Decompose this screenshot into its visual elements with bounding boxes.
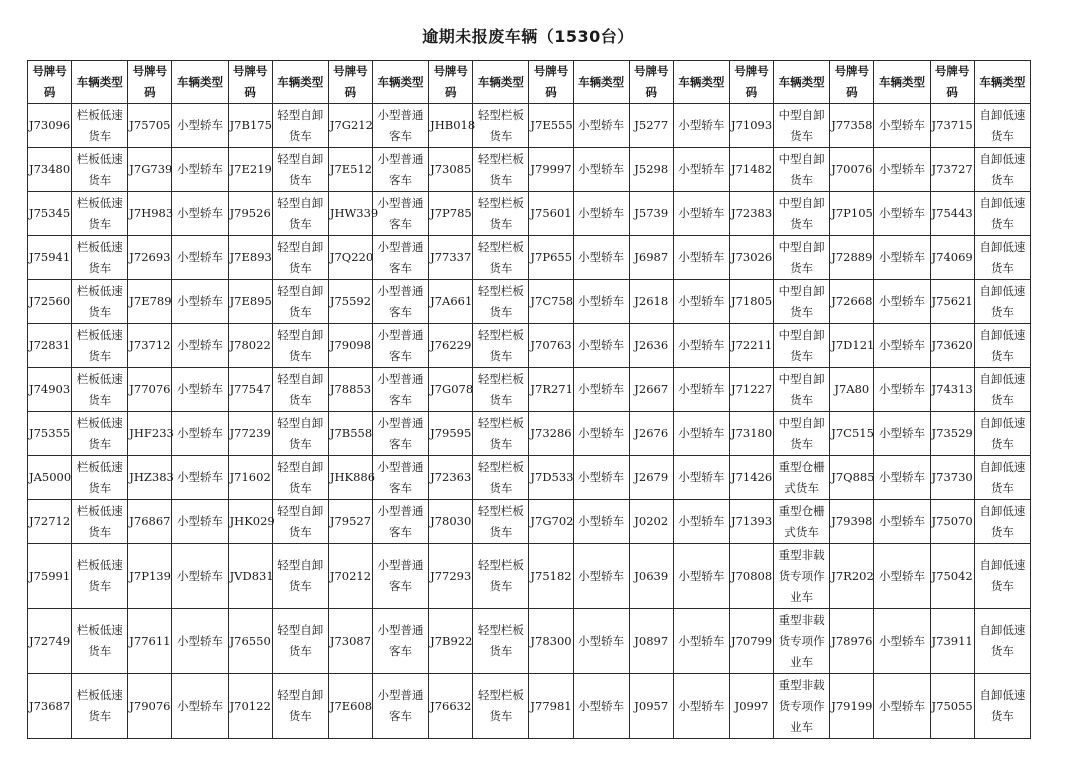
plate-number-cell: J73085 xyxy=(429,148,473,192)
plate-number-cell: J73712 xyxy=(128,324,172,368)
plate-number-cell: J7G702 xyxy=(529,500,573,544)
vehicle-type-cell: 小型轿车 xyxy=(673,368,729,412)
plate-number-cell: J74069 xyxy=(930,236,974,280)
plate-number-cell: J71805 xyxy=(729,280,773,324)
table-row xyxy=(28,412,1031,456)
column-header-vehicle-type: 车辆类型 xyxy=(774,61,830,104)
table-row xyxy=(28,192,1031,236)
vehicle-type-cell: 小型普通客车 xyxy=(372,148,428,192)
vehicle-type-cell: 自卸低速货车 xyxy=(974,324,1030,368)
plate-number-cell: J78030 xyxy=(429,500,473,544)
plate-number-cell: J7A80 xyxy=(830,368,874,412)
plate-number-cell: J2679 xyxy=(629,456,673,500)
vehicle-type-cell: 中型自卸货车 xyxy=(774,368,830,412)
vehicle-type-cell: 小型轿车 xyxy=(573,368,629,412)
plate-number-cell: J71602 xyxy=(228,456,272,500)
vehicle-type-cell: 栏板低速货车 xyxy=(72,104,128,148)
vehicle-type-cell: 重型仓栅式货车 xyxy=(774,500,830,544)
plate-number-cell: J79526 xyxy=(228,192,272,236)
vehicle-type-cell: 小型轿车 xyxy=(673,456,729,500)
plate-number-cell: JA5000 xyxy=(28,456,72,500)
vehicle-type-cell: 小型普通客车 xyxy=(372,500,428,544)
vehicle-type-cell: 自卸低速货车 xyxy=(974,148,1030,192)
plate-number-cell: J71227 xyxy=(729,368,773,412)
vehicle-type-cell: 小型普通客车 xyxy=(372,674,428,739)
plate-number-cell: J77076 xyxy=(128,368,172,412)
vehicle-type-cell: 自卸低速货车 xyxy=(974,456,1030,500)
plate-number-cell: J7C758 xyxy=(529,280,573,324)
vehicle-type-cell: 轻型自卸货车 xyxy=(272,609,328,674)
vehicle-type-cell: 自卸低速货车 xyxy=(974,544,1030,609)
column-header-plate: 号牌号码 xyxy=(930,61,974,104)
plate-number-cell: J72560 xyxy=(28,280,72,324)
plate-number-cell: J77981 xyxy=(529,674,573,739)
vehicle-type-cell: 小型普通客车 xyxy=(372,280,428,324)
vehicle-type-cell: 中型自卸货车 xyxy=(774,104,830,148)
plate-number-cell: J5739 xyxy=(629,192,673,236)
vehicle-type-cell: 小型普通客车 xyxy=(372,324,428,368)
plate-number-cell: J7P139 xyxy=(128,544,172,609)
plate-number-cell: J79527 xyxy=(328,500,372,544)
vehicle-type-cell: 栏板低速货车 xyxy=(72,148,128,192)
plate-number-cell: J77337 xyxy=(429,236,473,280)
vehicle-type-cell: 中型自卸货车 xyxy=(774,148,830,192)
vehicle-type-cell: 轻型自卸货车 xyxy=(272,324,328,368)
plate-number-cell: J0202 xyxy=(629,500,673,544)
plate-number-cell: J7R202 xyxy=(830,544,874,609)
plate-number-cell: J74313 xyxy=(930,368,974,412)
vehicle-type-cell: 小型轿车 xyxy=(172,412,228,456)
vehicle-type-cell: 小型轿车 xyxy=(172,456,228,500)
plate-number-cell: J0997 xyxy=(729,674,773,739)
plate-number-cell: J2667 xyxy=(629,368,673,412)
column-header-plate: 号牌号码 xyxy=(529,61,573,104)
vehicle-type-cell: 小型轿车 xyxy=(673,674,729,739)
column-header-plate: 号牌号码 xyxy=(28,61,72,104)
vehicle-type-cell: 小型轿车 xyxy=(874,280,930,324)
plate-number-cell: J70763 xyxy=(529,324,573,368)
vehicle-type-cell: 轻型栏板货车 xyxy=(473,456,529,500)
vehicle-type-cell: 小型轿车 xyxy=(673,500,729,544)
vehicle-type-cell: 小型轿车 xyxy=(172,104,228,148)
plate-number-cell: J71393 xyxy=(729,500,773,544)
plate-number-cell: J7E512 xyxy=(328,148,372,192)
plate-number-cell: J72668 xyxy=(830,280,874,324)
vehicle-type-cell: 小型轿车 xyxy=(573,456,629,500)
vehicle-type-cell: 轻型栏板货车 xyxy=(473,412,529,456)
vehicle-type-cell: 栏板低速货车 xyxy=(72,456,128,500)
plate-number-cell: J0957 xyxy=(629,674,673,739)
vehicle-type-cell: 轻型自卸货车 xyxy=(272,412,328,456)
plate-number-cell: J7D121 xyxy=(830,324,874,368)
vehicle-type-cell: 轻型栏板货车 xyxy=(473,104,529,148)
plate-number-cell: J75355 xyxy=(28,412,72,456)
vehicle-type-cell: 栏板低速货车 xyxy=(72,500,128,544)
plate-number-cell: J2618 xyxy=(629,280,673,324)
plate-number-cell: J78022 xyxy=(228,324,272,368)
plate-number-cell: J77547 xyxy=(228,368,272,412)
plate-number-cell: J7E893 xyxy=(228,236,272,280)
column-header-vehicle-type: 车辆类型 xyxy=(372,61,428,104)
vehicle-type-cell: 栏板低速货车 xyxy=(72,324,128,368)
plate-number-cell: J2676 xyxy=(629,412,673,456)
plate-number-cell: J75621 xyxy=(930,280,974,324)
plate-number-cell: J75601 xyxy=(529,192,573,236)
vehicle-type-cell: 小型轿车 xyxy=(573,412,629,456)
plate-number-cell: J72749 xyxy=(28,609,72,674)
table-body xyxy=(28,104,1031,739)
plate-number-cell: J73687 xyxy=(28,674,72,739)
table-row xyxy=(28,104,1031,148)
column-header-vehicle-type: 车辆类型 xyxy=(874,61,930,104)
vehicle-type-cell: 小型轿车 xyxy=(172,192,228,236)
vehicle-type-cell: 自卸低速货车 xyxy=(974,192,1030,236)
plate-number-cell: J7G078 xyxy=(429,368,473,412)
vehicle-type-cell: 小型轿车 xyxy=(874,674,930,739)
plate-number-cell: JHK029 xyxy=(228,500,272,544)
plate-number-cell: J0897 xyxy=(629,609,673,674)
vehicle-type-cell: 小型轿车 xyxy=(673,324,729,368)
vehicle-type-cell: 小型轿车 xyxy=(874,192,930,236)
plate-number-cell: J7E789 xyxy=(128,280,172,324)
vehicle-type-cell: 小型普通客车 xyxy=(372,544,428,609)
plate-number-cell: JVD831 xyxy=(228,544,272,609)
vehicle-type-cell: 栏板低速货车 xyxy=(72,236,128,280)
column-header-vehicle-type: 车辆类型 xyxy=(72,61,128,104)
plate-number-cell: J75182 xyxy=(529,544,573,609)
plate-number-cell: JHW339 xyxy=(328,192,372,236)
column-header-vehicle-type: 车辆类型 xyxy=(172,61,228,104)
plate-number-cell: J73286 xyxy=(529,412,573,456)
plate-number-cell: J79398 xyxy=(830,500,874,544)
vehicle-type-cell: 轻型栏板货车 xyxy=(473,609,529,674)
vehicle-type-cell: 自卸低速货车 xyxy=(974,236,1030,280)
plate-number-cell: J70212 xyxy=(328,544,372,609)
vehicle-type-cell: 小型轿车 xyxy=(673,236,729,280)
vehicle-type-cell: 轻型栏板货车 xyxy=(473,236,529,280)
plate-number-cell: J7G739 xyxy=(128,148,172,192)
plate-number-cell: J7B175 xyxy=(228,104,272,148)
vehicle-type-cell: 小型轿车 xyxy=(172,324,228,368)
vehicle-type-cell: 小型轿车 xyxy=(172,500,228,544)
plate-number-cell: J72889 xyxy=(830,236,874,280)
vehicle-type-cell: 小型轿车 xyxy=(573,236,629,280)
plate-number-cell: J7E219 xyxy=(228,148,272,192)
vehicle-type-cell: 小型普通客车 xyxy=(372,368,428,412)
plate-number-cell: JHZ383 xyxy=(128,456,172,500)
plate-number-cell: J75070 xyxy=(930,500,974,544)
plate-number-cell: JHF233 xyxy=(128,412,172,456)
plate-number-cell: J75042 xyxy=(930,544,974,609)
plate-number-cell: J76550 xyxy=(228,609,272,674)
vehicle-type-cell: 轻型自卸货车 xyxy=(272,192,328,236)
vehicle-type-cell: 小型轿车 xyxy=(573,674,629,739)
plate-number-cell: J72383 xyxy=(729,192,773,236)
vehicle-type-cell: 小型轿车 xyxy=(874,456,930,500)
vehicle-type-cell: 小型轿车 xyxy=(172,609,228,674)
plate-number-cell: J75443 xyxy=(930,192,974,236)
vehicle-type-cell: 小型轿车 xyxy=(874,609,930,674)
column-header-plate: 号牌号码 xyxy=(328,61,372,104)
plate-number-cell: J72693 xyxy=(128,236,172,280)
vehicle-type-cell: 小型轿车 xyxy=(172,280,228,324)
table-row xyxy=(28,280,1031,324)
table-row xyxy=(28,674,1031,739)
plate-number-cell: J7E895 xyxy=(228,280,272,324)
vehicle-type-cell: 轻型栏板货车 xyxy=(473,500,529,544)
plate-number-cell: J72712 xyxy=(28,500,72,544)
vehicle-type-cell: 小型轿车 xyxy=(673,148,729,192)
vehicle-type-cell: 小型轿车 xyxy=(673,192,729,236)
plate-number-cell: J71482 xyxy=(729,148,773,192)
column-header-plate: 号牌号码 xyxy=(629,61,673,104)
vehicle-type-cell: 轻型栏板货车 xyxy=(473,544,529,609)
vehicle-type-cell: 中型自卸货车 xyxy=(774,192,830,236)
plate-number-cell: J71093 xyxy=(729,104,773,148)
column-header-plate: 号牌号码 xyxy=(429,61,473,104)
plate-number-cell: J73096 xyxy=(28,104,72,148)
plate-number-cell: J73087 xyxy=(328,609,372,674)
plate-number-cell: J73911 xyxy=(930,609,974,674)
vehicle-type-cell: 小型轿车 xyxy=(573,192,629,236)
vehicle-type-cell: 轻型自卸货车 xyxy=(272,500,328,544)
plate-number-cell: J73480 xyxy=(28,148,72,192)
vehicle-type-cell: 轻型自卸货车 xyxy=(272,674,328,739)
vehicle-type-cell: 自卸低速货车 xyxy=(974,280,1030,324)
vehicle-type-cell: 小型轿车 xyxy=(673,544,729,609)
vehicle-type-cell: 小型轿车 xyxy=(874,544,930,609)
vehicle-type-cell: 小型轿车 xyxy=(172,236,228,280)
vehicle-type-cell: 自卸低速货车 xyxy=(974,674,1030,739)
vehicle-type-cell: 栏板低速货车 xyxy=(72,280,128,324)
vehicle-type-cell: 小型轿车 xyxy=(573,280,629,324)
vehicle-type-cell: 中型自卸货车 xyxy=(774,236,830,280)
vehicle-type-cell: 轻型自卸货车 xyxy=(272,544,328,609)
plate-number-cell: J77358 xyxy=(830,104,874,148)
column-header-vehicle-type: 车辆类型 xyxy=(573,61,629,104)
plate-number-cell: J79199 xyxy=(830,674,874,739)
table-row xyxy=(28,148,1031,192)
vehicle-type-cell: 小型轿车 xyxy=(874,236,930,280)
plate-number-cell: J73026 xyxy=(729,236,773,280)
vehicle-type-cell: 栏板低速货车 xyxy=(72,609,128,674)
plate-number-cell: J7R271 xyxy=(529,368,573,412)
vehicle-type-cell: 小型轿车 xyxy=(874,368,930,412)
vehicle-type-cell: 中型自卸货车 xyxy=(774,412,830,456)
vehicle-type-cell: 自卸低速货车 xyxy=(974,104,1030,148)
plate-number-cell: J2636 xyxy=(629,324,673,368)
plate-number-cell: J7P655 xyxy=(529,236,573,280)
vehicle-type-cell: 自卸低速货车 xyxy=(974,368,1030,412)
plate-number-cell: J71426 xyxy=(729,456,773,500)
vehicle-type-cell: 小型轿车 xyxy=(874,148,930,192)
plate-number-cell: J7C515 xyxy=(830,412,874,456)
vehicle-type-cell: 小型轿车 xyxy=(172,148,228,192)
vehicle-type-cell: 小型普通客车 xyxy=(372,609,428,674)
plate-number-cell: J73180 xyxy=(729,412,773,456)
plate-number-cell: J79997 xyxy=(529,148,573,192)
plate-number-cell: J75055 xyxy=(930,674,974,739)
vehicle-type-cell: 小型轿车 xyxy=(874,104,930,148)
column-header-plate: 号牌号码 xyxy=(830,61,874,104)
plate-number-cell: J7B558 xyxy=(328,412,372,456)
plate-number-cell: J72363 xyxy=(429,456,473,500)
table-row xyxy=(28,500,1031,544)
table-row xyxy=(28,324,1031,368)
plate-number-cell: J73620 xyxy=(930,324,974,368)
vehicle-type-cell: 小型轿车 xyxy=(673,609,729,674)
vehicle-type-cell: 轻型栏板货车 xyxy=(473,280,529,324)
vehicle-type-cell: 栏板低速货车 xyxy=(72,544,128,609)
plate-number-cell: J79098 xyxy=(328,324,372,368)
plate-number-cell: J7P785 xyxy=(429,192,473,236)
plate-number-cell: J74903 xyxy=(28,368,72,412)
table-row xyxy=(28,544,1031,609)
plate-number-cell: J79076 xyxy=(128,674,172,739)
plate-number-cell: J78853 xyxy=(328,368,372,412)
vehicle-type-cell: 小型轿车 xyxy=(573,544,629,609)
column-header-vehicle-type: 车辆类型 xyxy=(974,61,1030,104)
vehicle-type-cell: 轻型自卸货车 xyxy=(272,368,328,412)
plate-number-cell: J78976 xyxy=(830,609,874,674)
column-header-plate: 号牌号码 xyxy=(729,61,773,104)
vehicle-type-cell: 小型普通客车 xyxy=(372,456,428,500)
plate-number-cell: J7B922 xyxy=(429,609,473,674)
plate-number-cell: J73730 xyxy=(930,456,974,500)
vehicle-type-cell: 小型轿车 xyxy=(172,674,228,739)
vehicle-type-cell: 小型轿车 xyxy=(673,104,729,148)
plate-number-cell: J73715 xyxy=(930,104,974,148)
vehicle-type-cell: 小型轿车 xyxy=(573,324,629,368)
plate-number-cell: J5298 xyxy=(629,148,673,192)
vehicle-type-cell: 小型轿车 xyxy=(673,412,729,456)
column-header-vehicle-type: 车辆类型 xyxy=(272,61,328,104)
column-header-vehicle-type: 车辆类型 xyxy=(673,61,729,104)
plate-number-cell: J75592 xyxy=(328,280,372,324)
plate-number-cell: J78300 xyxy=(529,609,573,674)
table-header-row xyxy=(28,61,1031,104)
vehicle-type-cell: 栏板低速货车 xyxy=(72,412,128,456)
vehicle-type-cell: 小型轿车 xyxy=(573,148,629,192)
plate-number-cell: JHK886 xyxy=(328,456,372,500)
plate-number-cell: J76867 xyxy=(128,500,172,544)
page-title: 逾期未报废车辆（1530台） xyxy=(422,27,634,46)
vehicle-type-cell: 轻型栏板货车 xyxy=(473,368,529,412)
vehicle-type-cell: 自卸低速货车 xyxy=(974,609,1030,674)
vehicle-type-cell: 小型轿车 xyxy=(172,544,228,609)
vehicle-type-cell: 自卸低速货车 xyxy=(974,412,1030,456)
vehicle-type-cell: 重型非载货专项作业车 xyxy=(774,609,830,674)
vehicle-type-cell: 小型轿车 xyxy=(673,280,729,324)
vehicle-type-cell: 轻型自卸货车 xyxy=(272,280,328,324)
plate-number-cell: J76229 xyxy=(429,324,473,368)
plate-number-cell: JHB018 xyxy=(429,104,473,148)
column-header-plate: 号牌号码 xyxy=(228,61,272,104)
plate-number-cell: J73727 xyxy=(930,148,974,192)
vehicle-type-cell: 轻型自卸货车 xyxy=(272,236,328,280)
plate-number-cell: J7G212 xyxy=(328,104,372,148)
column-header-vehicle-type: 车辆类型 xyxy=(473,61,529,104)
vehicle-type-cell: 小型普通客车 xyxy=(372,412,428,456)
plate-number-cell: J7D533 xyxy=(529,456,573,500)
table-row xyxy=(28,456,1031,500)
plate-number-cell: J7E608 xyxy=(328,674,372,739)
vehicle-type-cell: 中型自卸货车 xyxy=(774,280,830,324)
vehicle-type-cell: 小型轿车 xyxy=(874,324,930,368)
vehicle-table xyxy=(27,60,1031,739)
table-row xyxy=(28,236,1031,280)
plate-number-cell: J7P105 xyxy=(830,192,874,236)
vehicle-type-cell: 轻型栏板货车 xyxy=(473,192,529,236)
plate-number-cell: J5277 xyxy=(629,104,673,148)
vehicle-type-cell: 自卸低速货车 xyxy=(974,500,1030,544)
plate-number-cell: J7Q885 xyxy=(830,456,874,500)
vehicle-type-cell: 轻型自卸货车 xyxy=(272,456,328,500)
vehicle-type-cell: 重型仓栅式货车 xyxy=(774,456,830,500)
vehicle-type-cell: 小型轿车 xyxy=(573,104,629,148)
plate-number-cell: J75705 xyxy=(128,104,172,148)
vehicle-type-cell: 中型自卸货车 xyxy=(774,324,830,368)
plate-number-cell: J7E555 xyxy=(529,104,573,148)
plate-number-cell: J75991 xyxy=(28,544,72,609)
table-row xyxy=(28,609,1031,674)
vehicle-type-cell: 轻型栏板货车 xyxy=(473,674,529,739)
plate-number-cell: J73529 xyxy=(930,412,974,456)
column-header-plate: 号牌号码 xyxy=(128,61,172,104)
vehicle-type-cell: 栏板低速货车 xyxy=(72,368,128,412)
vehicle-type-cell: 轻型栏板货车 xyxy=(473,324,529,368)
vehicle-type-cell: 小型轿车 xyxy=(874,412,930,456)
vehicle-type-cell: 栏板低速货车 xyxy=(72,674,128,739)
vehicle-type-cell: 小型轿车 xyxy=(573,500,629,544)
table-row xyxy=(28,368,1031,412)
vehicle-type-cell: 小型轿车 xyxy=(573,609,629,674)
vehicle-type-cell: 轻型栏板货车 xyxy=(473,148,529,192)
vehicle-type-cell: 小型轿车 xyxy=(172,368,228,412)
vehicle-type-cell: 重型非载货专项作业车 xyxy=(774,674,830,739)
vehicle-type-cell: 小型普通客车 xyxy=(372,104,428,148)
plate-number-cell: J70076 xyxy=(830,148,874,192)
plate-number-cell: J6987 xyxy=(629,236,673,280)
plate-number-cell: J70122 xyxy=(228,674,272,739)
plate-number-cell: J7H983 xyxy=(128,192,172,236)
vehicle-type-cell: 小型普通客车 xyxy=(372,192,428,236)
plate-number-cell: J77293 xyxy=(429,544,473,609)
vehicle-type-cell: 小型普通客车 xyxy=(372,236,428,280)
vehicle-type-cell: 轻型自卸货车 xyxy=(272,104,328,148)
vehicle-type-cell: 重型非载货专项作业车 xyxy=(774,544,830,609)
plate-number-cell: J72211 xyxy=(729,324,773,368)
plate-number-cell: J79595 xyxy=(429,412,473,456)
plate-number-cell: J72831 xyxy=(28,324,72,368)
vehicle-type-cell: 小型轿车 xyxy=(874,500,930,544)
plate-number-cell: J77611 xyxy=(128,609,172,674)
plate-number-cell: J75345 xyxy=(28,192,72,236)
plate-number-cell: J7Q220 xyxy=(328,236,372,280)
vehicle-type-cell: 轻型自卸货车 xyxy=(272,148,328,192)
vehicle-type-cell: 栏板低速货车 xyxy=(72,192,128,236)
plate-number-cell: J75941 xyxy=(28,236,72,280)
plate-number-cell: J70808 xyxy=(729,544,773,609)
plate-number-cell: J0639 xyxy=(629,544,673,609)
plate-number-cell: J77239 xyxy=(228,412,272,456)
plate-number-cell: J76632 xyxy=(429,674,473,739)
plate-number-cell: J7A661 xyxy=(429,280,473,324)
plate-number-cell: J70799 xyxy=(729,609,773,674)
